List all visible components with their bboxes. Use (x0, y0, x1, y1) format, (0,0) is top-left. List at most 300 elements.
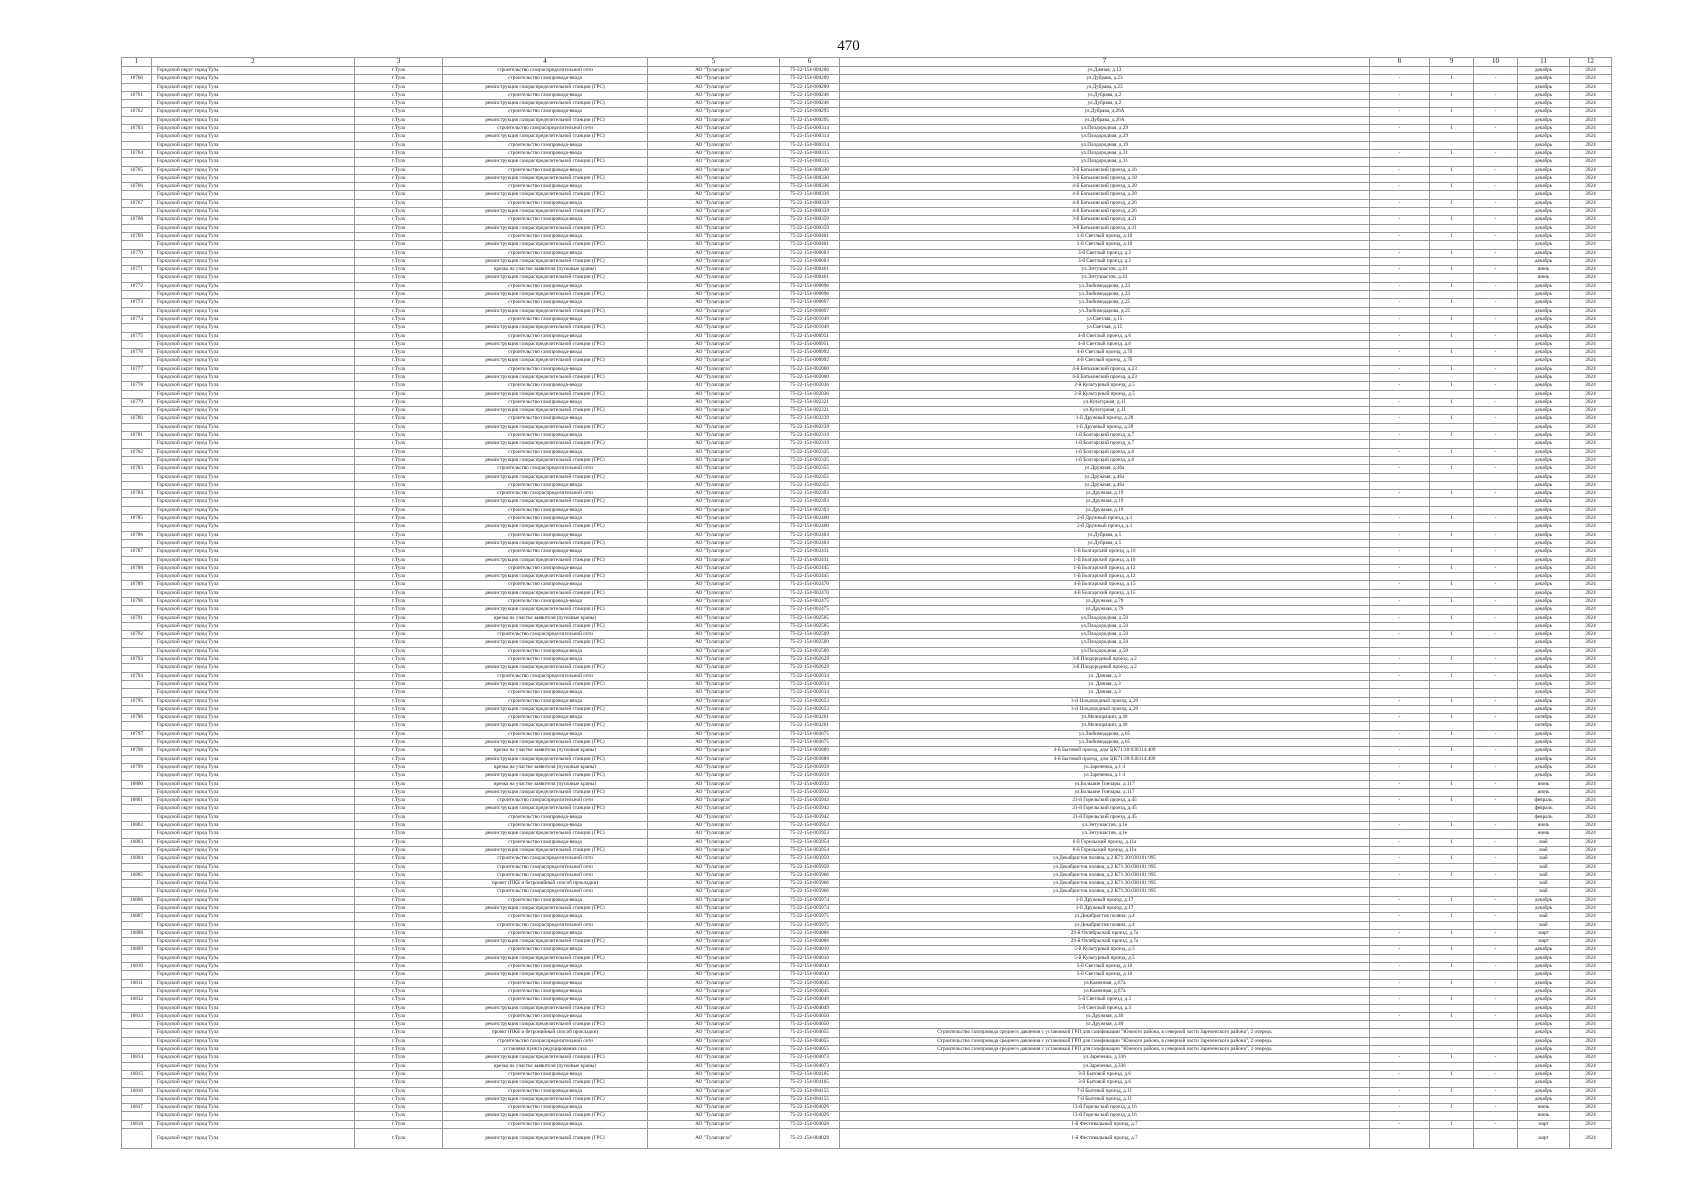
city-cell: г.Тула (355, 390, 443, 398)
row-number-cell (122, 921, 152, 929)
column-10-cell (1474, 722, 1518, 730)
work-type-cell: реконструкция газораспределительной станции (ГРС) (443, 1054, 648, 1062)
district-cell: Городской округ город Тула (152, 523, 355, 531)
city-cell: г.Тула (355, 656, 443, 664)
column-9-cell: 1 (1430, 149, 1474, 157)
operator-cell: АО "Тулагоргаз" (648, 373, 780, 381)
table-row (122, 863, 1612, 871)
city-cell: г.Тула (355, 813, 443, 821)
application-number-cell: 75-22-154-000401 (780, 232, 840, 240)
city-cell: г.Тула (355, 149, 443, 157)
city-cell: г.Тула (355, 183, 443, 191)
operator-cell: АО "Тулагоргаз" (648, 67, 780, 75)
column-9-cell (1430, 813, 1474, 821)
column-10-cell: - (1474, 838, 1518, 846)
city-cell: г.Тула (355, 689, 443, 697)
operator-cell: АО "Тулагоргаз" (648, 183, 780, 191)
year-cell: 2024 (1570, 515, 1612, 523)
row-number-cell: 16762 (122, 108, 152, 116)
column-9-cell: 1 (1430, 465, 1474, 473)
address-cell: ул.Плодородная, д.50 (840, 631, 1370, 639)
work-type-cell: врезка на участке заявителя (пусковые краны) (443, 747, 648, 755)
application-number-cell: 75-22-154-000206 (780, 67, 840, 75)
column-10-cell: - (1474, 714, 1518, 722)
district-cell: Городской округ город Тула (152, 158, 355, 166)
column-9-cell (1430, 846, 1474, 854)
district-cell: Городской округ город Тула (152, 440, 355, 448)
district-cell: Городской округ город Тула (152, 174, 355, 182)
work-type-cell: реконструкция газораспределительной станции (ГРС) (443, 1129, 648, 1149)
district-cell: Городской округ город Тула (152, 324, 355, 332)
application-number-cell: 75-22-154-002653 (780, 697, 840, 705)
address-cell: ул. Дачная, д.3 (840, 672, 1370, 680)
year-cell: 2024 (1570, 506, 1612, 514)
address-cell: ул.Дубрава, д.2 (840, 91, 1370, 99)
column-10-cell: - (1474, 382, 1518, 390)
year-cell: 2024 (1570, 714, 1612, 722)
district-cell: Городской округ город Тула (152, 921, 355, 929)
address-cell: ул.Плодородная, д.50 (840, 647, 1370, 655)
year-cell: 2024 (1570, 838, 1612, 846)
column-10-cell (1474, 440, 1518, 448)
column-9-cell (1430, 880, 1474, 888)
address-cell: ул.Плодородная, д.50 (840, 614, 1370, 622)
application-number-cell: 75-22-154-004010 (780, 946, 840, 954)
year-cell: 2024 (1570, 141, 1612, 149)
row-number-cell: 16783 (122, 465, 152, 473)
work-type-cell: реконструкция газораспределительной станции (ГРС) (443, 639, 648, 647)
district-cell: Городской округ город Тула (152, 614, 355, 622)
operator-cell: АО "Тулагоргаз" (648, 506, 780, 514)
column-8-cell (1370, 473, 1430, 481)
column-10-cell: - (1474, 822, 1518, 830)
city-cell: г.Тула (355, 622, 443, 630)
column-10-cell (1474, 291, 1518, 299)
address-cell: ул.Декабристов поляна, д.2 К71:30:030101:995 (840, 863, 1370, 871)
city-cell: г.Тула (355, 838, 443, 846)
application-number-cell: 75-22-154-004073 (780, 1062, 840, 1070)
city-cell: г.Тула (355, 166, 443, 174)
address-cell: ул.Дубрава, д.23 (840, 75, 1370, 83)
work-type-cell: реконструкция газораспределительной станции (ГРС) (443, 805, 648, 813)
column-9-cell (1430, 423, 1474, 431)
operator-cell: АО "Тулагоргаз" (648, 888, 780, 896)
row-number-cell (122, 722, 152, 730)
column-9-cell (1430, 1062, 1474, 1070)
city-cell: г.Тула (355, 846, 443, 854)
column-9-cell: 1 (1430, 199, 1474, 207)
application-number-cell: 75-22-154-000314 (780, 133, 840, 141)
district-cell: Городской округ город Тула (152, 141, 355, 149)
column-9-cell (1430, 407, 1474, 415)
month-cell: декабрь (1518, 282, 1570, 290)
address-cell: 3-й Бытовой проезд, д.6 (840, 1070, 1370, 1078)
column-8-cell (1370, 523, 1430, 531)
year-cell: 2024 (1570, 548, 1612, 556)
column-9-cell: 1 (1430, 266, 1474, 274)
year-cell: 2024 (1570, 291, 1612, 299)
column-9-cell (1430, 191, 1474, 199)
column-10-cell (1474, 938, 1518, 946)
district-cell: Городской округ город Тула (152, 838, 355, 846)
district-cell: Городской округ город Тула (152, 282, 355, 290)
district-cell: Городской округ город Тула (152, 755, 355, 763)
year-cell: 2024 (1570, 730, 1612, 738)
address-cell: 4-й Светлый проезд, д.7б (840, 349, 1370, 357)
district-cell: Городской округ город Тула (152, 67, 355, 75)
year-cell: 2024 (1570, 797, 1612, 805)
year-cell: 2024 (1570, 946, 1612, 954)
work-type-cell: строительство газопровода-ввода (443, 75, 648, 83)
column-8-cell (1370, 1004, 1430, 1012)
table-row (122, 896, 1612, 904)
table-row (122, 116, 1612, 124)
row-number-cell: 16790 (122, 598, 152, 606)
city-cell: г.Тула (355, 232, 443, 240)
row-number-cell (122, 888, 152, 896)
operator-cell: АО "Тулагоргаз" (648, 456, 780, 464)
row-number-cell (122, 772, 152, 780)
month-cell: декабрь (1518, 680, 1570, 688)
column-8-cell: - (1370, 780, 1430, 788)
district-cell: Городской округ город Тула (152, 1129, 355, 1149)
address-cell: 13-й Горельский проезд, д.16 (840, 1104, 1370, 1112)
year-cell: 2024 (1570, 987, 1612, 995)
address-cell: ул.Энтузиастов, д.1е (840, 822, 1370, 830)
table-row (122, 639, 1612, 647)
column-8-cell (1370, 830, 1430, 838)
column-9-cell (1430, 739, 1474, 747)
city-cell: г.Тула (355, 100, 443, 108)
column-8-cell: - (1370, 913, 1430, 921)
city-cell: г.Тула (355, 996, 443, 1004)
month-cell: декабрь (1518, 349, 1570, 357)
column-10-cell (1474, 1029, 1518, 1037)
row-number-cell (122, 647, 152, 655)
district-cell: Городской округ город Тула (152, 763, 355, 771)
address-cell: 2-й Культурный проезд, д.5 (840, 382, 1370, 390)
city-cell: г.Тула (355, 896, 443, 904)
application-number-cell: 75-22-154-002393 (780, 506, 840, 514)
operator-cell: АО "Тулагоргаз" (648, 780, 780, 788)
table-row (122, 1087, 1612, 1095)
city-cell: г.Тула (355, 763, 443, 771)
application-number-cell: 75-22-154-004073 (780, 1054, 840, 1062)
column-9-cell: 1 (1430, 398, 1474, 406)
city-cell: г.Тула (355, 481, 443, 489)
operator-cell: АО "Тулагоргаз" (648, 515, 780, 523)
year-cell: 2024 (1570, 1054, 1612, 1062)
city-cell: г.Тула (355, 307, 443, 315)
month-cell: декабрь (1518, 689, 1570, 697)
district-cell: Городской округ город Тула (152, 473, 355, 481)
table-row (122, 423, 1612, 431)
application-number-cell: 75-22-154-002505 (780, 622, 840, 630)
application-number-cell: 75-22-154-000461 (780, 274, 840, 282)
address-cell: ул.Декабристов поляна, д.2 К71:30:030101:995 (840, 888, 1370, 896)
month-cell: декабрь (1518, 954, 1570, 962)
application-number-cell: 75-22-154-003675 (780, 739, 840, 747)
column-9-cell: 1 (1430, 963, 1474, 971)
column-8-cell (1370, 1095, 1430, 1103)
table-row (122, 266, 1612, 274)
row-number-cell: 16814 (122, 1054, 152, 1062)
row-number-cell (122, 680, 152, 688)
month-cell: декабрь (1518, 307, 1570, 315)
column-8-cell (1370, 888, 1430, 896)
column-10-cell: - (1474, 979, 1518, 987)
month-cell: февраль (1518, 797, 1570, 805)
work-type-cell: строительство газопровода-ввода (443, 838, 648, 846)
row-number-cell: 16792 (122, 631, 152, 639)
row-number-cell (122, 1004, 152, 1012)
operator-cell: АО "Тулагоргаз" (648, 979, 780, 987)
district-cell: Городской округ город Тула (152, 979, 355, 987)
column-8-cell: - (1370, 448, 1430, 456)
application-number-cell: 75-22-154-002400 (780, 523, 840, 531)
operator-cell: АО "Тулагоргаз" (648, 108, 780, 116)
year-cell: 2024 (1570, 456, 1612, 464)
month-cell: июнь (1518, 780, 1570, 788)
year-cell: 2024 (1570, 539, 1612, 547)
address-cell: 5-й Культурный проезд, д.5 (840, 946, 1370, 954)
city-cell: г.Тула (355, 606, 443, 614)
column-8-cell (1370, 307, 1430, 315)
district-cell: Городской округ город Тула (152, 199, 355, 207)
column-8-cell (1370, 539, 1430, 547)
application-number-cell: 75-22-154-002036 (780, 390, 840, 398)
table-row (122, 830, 1612, 838)
work-type-cell: строительство газопровода-ввода (443, 564, 648, 572)
month-cell: декабрь (1518, 614, 1570, 622)
row-number-cell: 16800 (122, 780, 152, 788)
work-type-cell: строительство газопровода-ввода (443, 249, 648, 257)
month-cell: декабрь (1518, 573, 1570, 581)
column-header: 10 (1474, 58, 1518, 67)
month-cell: май (1518, 921, 1570, 929)
column-8-cell (1370, 904, 1430, 912)
address-cell: 5-й Светлый проезд, д.10 (840, 971, 1370, 979)
column-9-cell (1430, 274, 1474, 282)
column-9-cell (1430, 1112, 1474, 1120)
year-cell: 2024 (1570, 938, 1612, 946)
work-type-cell: строительство газопровода-ввода (443, 332, 648, 340)
column-10-cell: - (1474, 398, 1518, 406)
city-cell: г.Тула (355, 1054, 443, 1062)
column-8-cell: - (1370, 365, 1430, 373)
year-cell: 2024 (1570, 373, 1612, 381)
column-9-cell (1430, 647, 1474, 655)
column-9-cell: 1 (1430, 382, 1474, 390)
column-9-cell (1430, 523, 1474, 531)
operator-cell: АО "Тулагоргаз" (648, 904, 780, 912)
operator-cell: АО "Тулагоргаз" (648, 622, 780, 630)
operator-cell: АО "Тулагоргаз" (648, 946, 780, 954)
application-number-cell: 75-22-154-004045 (780, 979, 840, 987)
application-number-cell: 75-22-154-002393 (780, 498, 840, 506)
work-type-cell: реконструкция газораспределительной станции (ГРС) (443, 705, 648, 713)
address-cell: 4-й Батькинский проезд, д.23 (840, 365, 1370, 373)
column-8-cell (1370, 705, 1430, 713)
district-cell: Городской округ город Тула (152, 515, 355, 523)
work-type-cell: строительство газопровода-ввода (443, 506, 648, 514)
year-cell: 2024 (1570, 299, 1612, 307)
year-cell: 2024 (1570, 631, 1612, 639)
operator-cell: АО "Тулагоргаз" (648, 996, 780, 1004)
work-type-cell: строительство газопровода-ввода (443, 199, 648, 207)
column-9-cell: 1 (1430, 108, 1474, 116)
column-8-cell: - (1370, 697, 1430, 705)
district-cell: Городской округ город Тула (152, 208, 355, 216)
table-row (122, 598, 1612, 606)
row-number-cell (122, 622, 152, 630)
table-row (122, 871, 1612, 879)
row-number-cell (122, 158, 152, 166)
table-row (122, 581, 1612, 589)
row-number-cell (122, 813, 152, 821)
address-cell: ул.Дружная, д.46а (840, 481, 1370, 489)
column-8-cell (1370, 498, 1430, 506)
work-type-cell: реконструкция газораспределительной станции (ГРС) (443, 158, 648, 166)
column-9-cell (1430, 755, 1474, 763)
year-cell: 2024 (1570, 465, 1612, 473)
address-cell: 4-й Батькинский проезд, д.26 (840, 208, 1370, 216)
column-10-cell (1474, 680, 1518, 688)
table-row (122, 929, 1612, 937)
city-cell: г.Тула (355, 91, 443, 99)
city-cell: г.Тула (355, 1079, 443, 1087)
month-cell: декабрь (1518, 490, 1570, 498)
row-number-cell: 16773 (122, 299, 152, 307)
application-number-cell: 75-22-154-000896 (780, 282, 840, 290)
table-row (122, 141, 1612, 149)
row-number-cell: 16794 (122, 672, 152, 680)
city-cell: г.Тула (355, 639, 443, 647)
table-row (122, 622, 1612, 630)
operator-cell: АО "Тулагоргаз" (648, 1079, 780, 1087)
month-cell: март (1518, 1129, 1570, 1149)
operator-cell: АО "Тулагоргаз" (648, 415, 780, 423)
work-type-cell: строительство газопровода-ввода (443, 581, 648, 589)
column-8-cell: - (1370, 996, 1430, 1004)
column-9-cell: 1 (1430, 332, 1474, 340)
column-10-cell: - (1474, 199, 1518, 207)
district-cell: Городской округ город Тула (152, 216, 355, 224)
operator-cell: АО "Тулагоргаз" (648, 788, 780, 796)
district-cell: Городской округ город Тула (152, 108, 355, 116)
work-type-cell: реконструкция газораспределительной станции (ГРС) (443, 208, 648, 216)
operator-cell: АО "Тулагоргаз" (648, 282, 780, 290)
year-cell: 2024 (1570, 855, 1612, 863)
column-9-cell: 1 (1430, 763, 1474, 771)
operator-cell: АО "Тулагоргаз" (648, 1062, 780, 1070)
column-8-cell (1370, 573, 1430, 581)
column-9-cell (1430, 904, 1474, 912)
column-8-cell: - (1370, 1054, 1430, 1062)
column-10-cell: - (1474, 946, 1518, 954)
column-9-cell (1430, 241, 1474, 249)
application-number-cell: 75-22-154-000401 (780, 241, 840, 249)
table-row (122, 631, 1612, 639)
row-number-cell (122, 174, 152, 182)
month-cell: декабрь (1518, 448, 1570, 456)
city-cell: г.Тула (355, 67, 443, 75)
row-number-cell (122, 1112, 152, 1120)
city-cell: г.Тула (355, 539, 443, 547)
operator-cell: АО "Тулагоргаз" (648, 797, 780, 805)
work-type-cell: реконструкция газораспределительной станции (ГРС) (443, 846, 648, 854)
column-10-cell (1474, 191, 1518, 199)
city-cell: г.Тула (355, 282, 443, 290)
work-type-cell: реконструкция газораспределительной станции (ГРС) (443, 291, 648, 299)
row-number-cell (122, 954, 152, 962)
table-row (122, 656, 1612, 664)
application-number-cell: 75-22-154-002653 (780, 705, 840, 713)
application-number-cell: 75-22-154-002355 (780, 473, 840, 481)
table-row (122, 183, 1612, 191)
month-cell: май (1518, 846, 1570, 854)
row-number-cell: 16784 (122, 490, 152, 498)
row-number-cell (122, 1029, 152, 1037)
table-row (122, 954, 1612, 962)
month-cell: декабрь (1518, 133, 1570, 141)
table-row (122, 589, 1612, 597)
column-8-cell (1370, 680, 1430, 688)
year-cell: 2024 (1570, 573, 1612, 581)
address-cell: 1-й Дружный проезд, д.28 (840, 415, 1370, 423)
operator-cell: АО "Тулагоргаз" (648, 332, 780, 340)
district-cell: Городской округ город Тула (152, 548, 355, 556)
column-9-cell (1430, 788, 1474, 796)
operator-cell: АО "Тулагоргаз" (648, 556, 780, 564)
month-cell: декабрь (1518, 315, 1570, 323)
city-cell: г.Тула (355, 647, 443, 655)
city-cell: г.Тула (355, 1004, 443, 1012)
row-number-cell (122, 224, 152, 232)
application-number-cell: 75-22-154-003966 (780, 888, 840, 896)
city-cell: г.Тула (355, 714, 443, 722)
month-cell: декабрь (1518, 149, 1570, 157)
row-number-cell: 16788 (122, 564, 152, 572)
operator-cell: АО "Тулагоргаз" (648, 1004, 780, 1012)
application-number-cell: 75-22-154-003201 (780, 722, 840, 730)
table-row (122, 324, 1612, 332)
work-type-cell: строительство газопровода-ввода (443, 946, 648, 954)
address-cell: 3-й Батькинский проезд, д.21 (840, 224, 1370, 232)
row-number-cell: 16770 (122, 249, 152, 257)
city-cell: г.Тула (355, 158, 443, 166)
table-row (122, 1120, 1612, 1128)
district-cell: Городской округ город Тула (152, 855, 355, 863)
work-type-cell: строительство газопровода-ввода (443, 415, 648, 423)
month-cell: декабрь (1518, 1095, 1570, 1103)
operator-cell: АО "Тулагоргаз" (648, 116, 780, 124)
year-cell: 2024 (1570, 340, 1612, 348)
column-9-cell (1430, 971, 1474, 979)
month-cell: декабрь (1518, 340, 1570, 348)
application-number-cell: 75-22-154-003953 (780, 830, 840, 838)
month-cell: декабрь (1518, 598, 1570, 606)
column-9-cell (1430, 1129, 1474, 1149)
operator-cell: АО "Тулагоргаз" (648, 880, 780, 888)
operator-cell: АО "Тулагоргаз" (648, 1046, 780, 1054)
work-type-cell: реконструкция газораспределительной станции (ГРС) (443, 664, 648, 672)
row-number-cell: 16767 (122, 199, 152, 207)
address-cell: ул.Дружная, д.79 (840, 598, 1370, 606)
column-8-cell (1370, 407, 1430, 415)
table-row (122, 349, 1612, 357)
operator-cell: АО "Тулагоргаз" (648, 614, 780, 622)
